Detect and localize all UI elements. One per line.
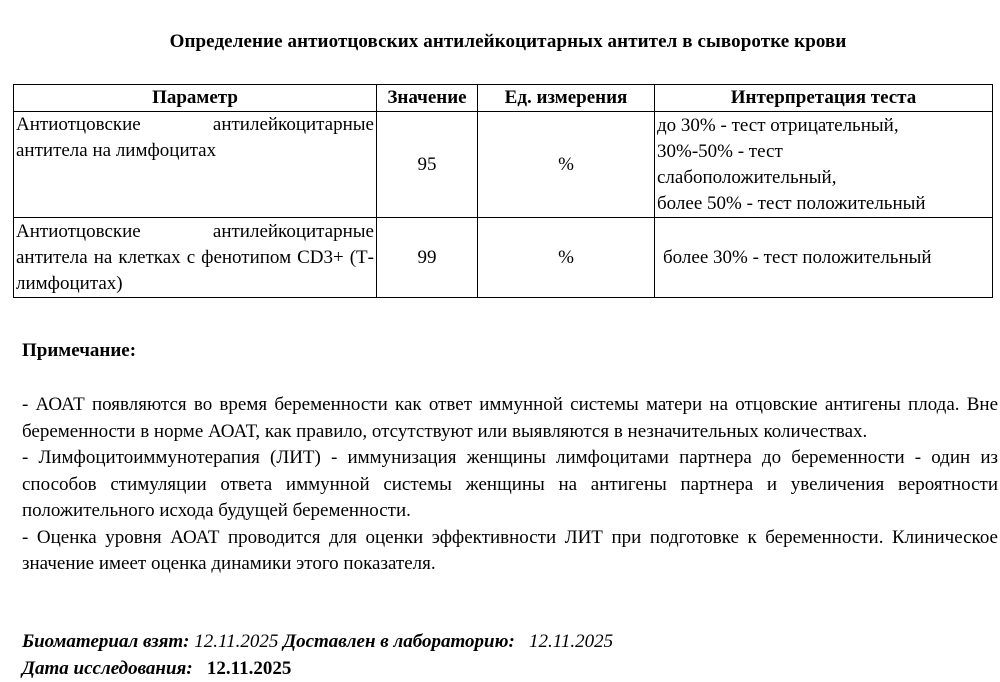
- row-interpretation: [655, 112, 993, 218]
- header-unit: Ед. измерения: [478, 85, 655, 112]
- biomaterial-label: Биоматериал взят:: [22, 631, 190, 652]
- header-interpretation: Интерпретация теста: [655, 85, 993, 112]
- interp-line: слабоположительный,: [657, 166, 837, 188]
- cropped-header-remnant: [40, 0, 340, 2]
- results-table: [13, 84, 993, 298]
- header-value: Значение: [377, 85, 478, 112]
- footer-line-2: [22, 655, 613, 682]
- note-heading: Примечание:: [22, 340, 137, 361]
- interp-line: до 30% - тест отрицательный,: [657, 114, 899, 136]
- page-title: Определение антиотцовских антилейкоцитарных антител в сыворотке крови: [169, 31, 847, 52]
- biomaterial-date: 12.11.2025: [194, 631, 279, 652]
- table-header-row: [14, 85, 993, 112]
- interp-line: 30%-50% - тест: [657, 140, 783, 162]
- row-unit: %: [478, 112, 655, 218]
- notes-section: [22, 392, 998, 578]
- note-paragraph: - Лимфоцитоиммунотерапия (ЛИТ) - иммунизация женщины лимфоцитами партнера до беременности - один из способов стимуляции ответа иммунной системы женщины на антигены партнера и увеличения вероятности положительного исхода будущей беременности.: [22, 447, 998, 521]
- interp-line: более 30% - тест положительный: [663, 246, 932, 268]
- study-date-label: Дата исследования:: [22, 658, 193, 679]
- row-value: 99: [377, 218, 478, 298]
- interp-line: более 50% - тест положительный: [657, 192, 926, 214]
- header-parameter: Параметр: [14, 85, 377, 112]
- row-unit: %: [478, 218, 655, 298]
- table-row: [14, 112, 993, 218]
- row-interpretation: [655, 218, 993, 298]
- note-paragraph: - Оценка уровня АОАТ проводится для оценки эффективности ЛИТ при подготовке к беременности. Клиническое значение имеет оценка динамики этого показателя.: [22, 526, 998, 574]
- note-paragraph: - АОАТ появляются во время беременности как ответ иммунной системы матери на отцовские антигены плода. Вне беременности в норме АОАТ, как правило, отсутствуют или выявляются в незначительных количествах.: [22, 394, 998, 442]
- delivered-date: 12.11.2025: [529, 631, 614, 652]
- study-date: 12.11.2025: [206, 658, 292, 679]
- row-parameter: Антиотцовские антилейкоцитарные антитела на клетках с фенотипом CD3+ (Т-лимфоцитах): [14, 218, 377, 298]
- delivered-label: Доставлен в лабораторию:: [283, 631, 515, 652]
- row-value: 95: [377, 112, 478, 218]
- footer-line-1: [22, 628, 613, 655]
- table-row: [14, 218, 993, 298]
- row-parameter: Антиотцовские антилейкоцитарные антитела на лимфоцитах: [14, 112, 377, 218]
- dates-footer: [22, 628, 613, 682]
